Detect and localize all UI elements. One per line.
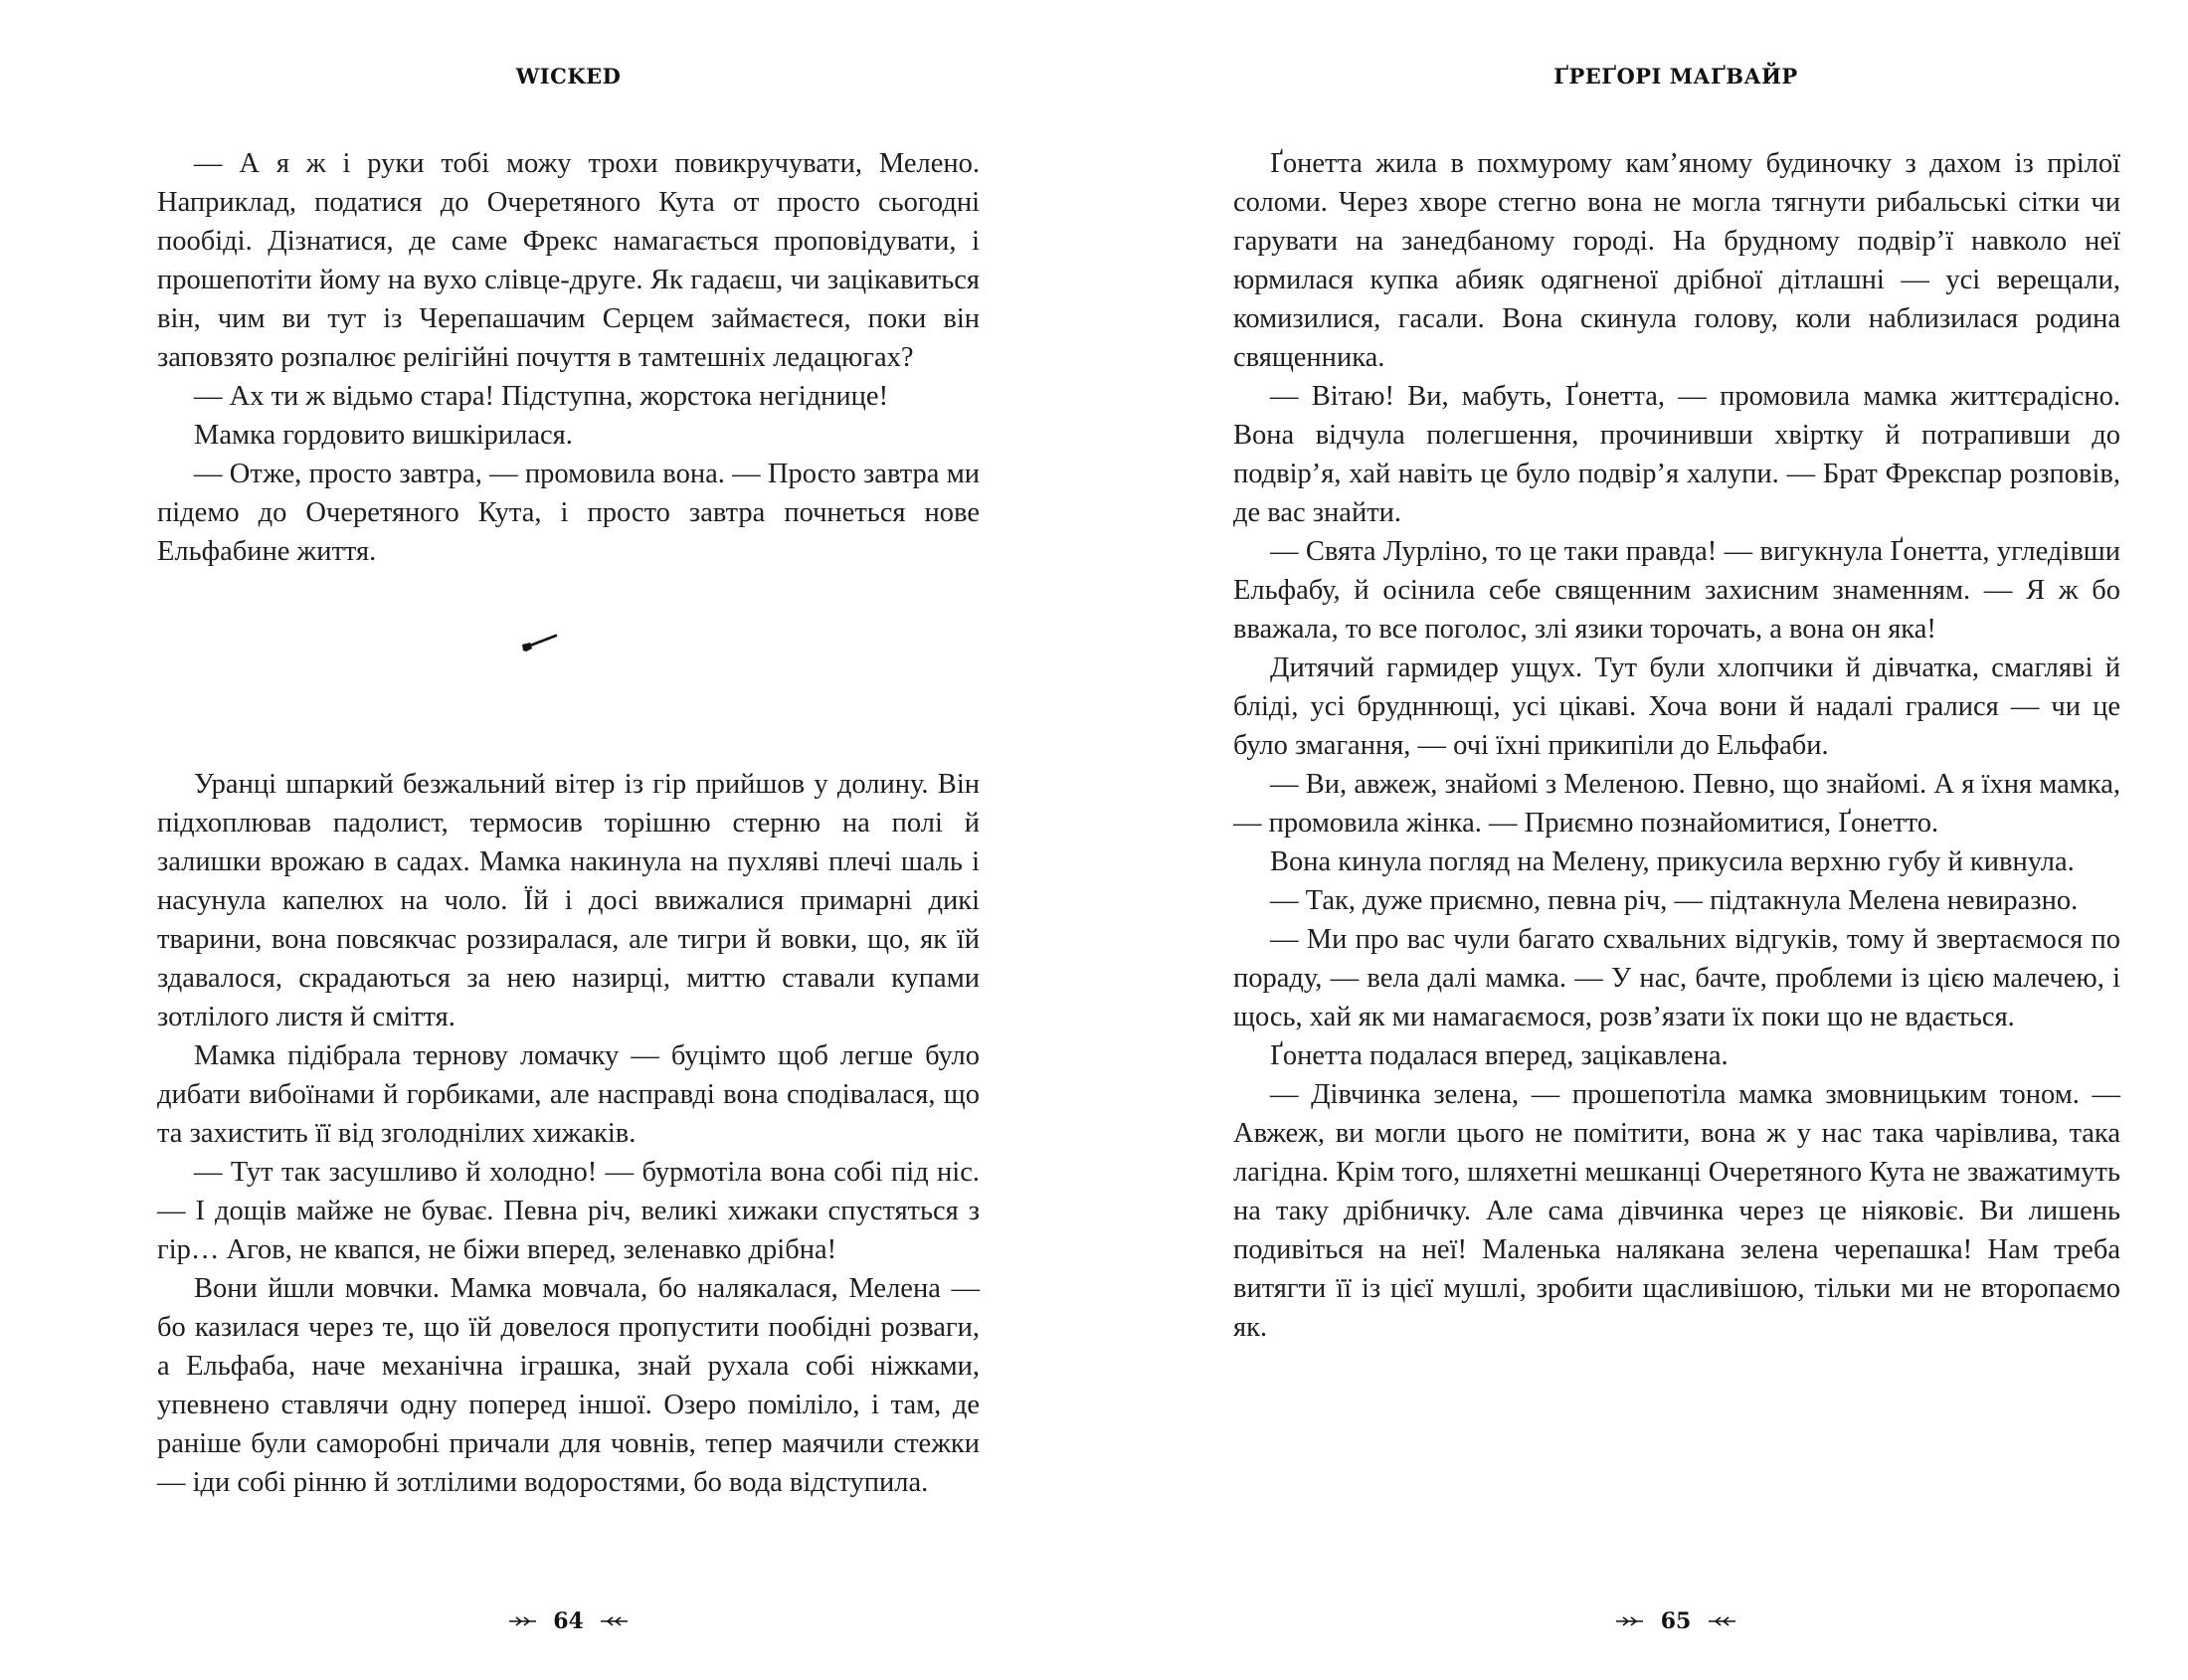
page-number-value: 65 bbox=[1660, 1608, 1692, 1634]
broomstick-icon bbox=[520, 633, 560, 656]
section-break bbox=[157, 571, 980, 765]
paragraph: — Ах ти ж відьмо стара! Підступна, жорстока негіднице! bbox=[194, 381, 889, 412]
paragraph: Ґонетта подалася вперед, зацікавлена. bbox=[1270, 1040, 1729, 1071]
paragraph: — Дівчинка зелена, — прошепотіла мамка змовницьким тоном. — Авжеж, ви могли цього не помітити, вона ж у нас така чарівлива, така лагідна. Крім того, шляхетні мешканці Очеретяного Кута не зважатимуть на таку дрібничку. Але сама дівчинка через це ніяковіє. Ви лишень подивіться на неї! Маленька налякана зелена черепашка! Нам треба витягти її із цієї мушлі, зробити щасливішою, тільки ми не второпаємо як. bbox=[1233, 1079, 2121, 1343]
paragraph: Мамка підібрала тернову ломачку — буцімто щоб легше було дибати вибоїнами й горбиками, але насправді вона сподівалася, що та захистить її від зголоднілих хижаків. bbox=[157, 1040, 980, 1149]
page-number bbox=[1233, 1607, 2118, 1634]
paragraph: — Тут так засушливо й холодно! — бурмотіла вона собі під ніс. — І дощів майже не буває. Певна річ, великі хижаки спустяться з гір… Агов, не квапся, не біжи вперед, зеленавко дрібна! bbox=[157, 1157, 980, 1265]
paragraph: — А я ж і руки тобі можу трохи повикручувати, Мелено. Наприклад, податися до Очеретяного Кута от просто сьогодні пообіді. Дізнатися, де саме Фрекс намагається проповідувати, і прошепотіти йому на вухо слівце-друге. Як гадаєш, чи зацікавиться він, чим ви тут із Черепашачим Серцем займаєтеся, поки він заповзято розпалює релігійні почуття в тамтешніх ледацюгах? bbox=[157, 148, 980, 373]
paragraph: Ґонетта жила в похмурому кам’яному будиночку з дахом із прілої соломи. Через хворе стегно вона не могла тягнути рибальські сітки чи гарувати на занедбаному городі. На брудному подвір’ї навколо неї юрмилася купка абияк одягненої дрібної дітлашні — усі верещали, комизилися, гасали. Вона скинула голову, коли наблизилася родина священника. bbox=[1233, 148, 2120, 373]
paragraph: — Отже, просто завтра, — промовила вона. — Просто завтра ми підемо до Очеретяного Кута, і просто завтра почнеться нове Ельфабине життя. bbox=[157, 459, 980, 567]
paragraph: Вона кинула погляд на Мелену, прикусила верхню губу й кивнула. bbox=[1270, 846, 2075, 877]
paragraph: — Вітаю! Ви, мабуть, Ґонетта, — промовила мамка життєрадісно. Вона відчула полегшення, прочинивши хвіртку й потрапивши до подвір’я, хай навіть це було подвір’я халупи. — Брат Фрекспар розповів, де вас знайти. bbox=[1233, 381, 2120, 528]
paragraph: — Свята Лурліно, то це таки правда! — вигукнула Ґонетта, угледівши Ельфабу, й осінила себе священним захисним знаменням. — Я ж бо вважала, то все поголос, злі язики торочать, а вона он яка! bbox=[1233, 536, 2120, 645]
paragraph: — Так, дуже приємно, певна річ, — підтакнула Мелена невиразно. bbox=[1270, 885, 2079, 916]
page-number bbox=[157, 1607, 980, 1634]
right-page-body bbox=[1233, 144, 2120, 1347]
arrow-fleuron-icon bbox=[599, 1615, 629, 1627]
right-page bbox=[1094, 0, 2188, 1680]
left-page-body bbox=[157, 144, 980, 1502]
arrow-fleuron-icon bbox=[508, 1615, 538, 1627]
paragraph: Вони йшли мовчки. Мамка мовчала, бо налякалася, Мелена — бо казилася через те, що їй довелося пропустити пообідні розваги, а Ельфаба, наче механічна іграшка, знай рухала собі ніжками, упевнено ставлячи одну поперед іншої. Озеро поміліло, і там, де раніше були саморобні причали для човнів, тепер маячили стежки — іди собі рінню й зотлілими водоростями, бо вода відступила. bbox=[157, 1273, 980, 1498]
paragraph: Мамка гордовито вишкірилася. bbox=[194, 420, 573, 451]
arrow-fleuron-icon bbox=[1707, 1615, 1736, 1627]
paragraph: Уранці шпаркий безжальний вітер із гір прийшов у долину. Він підхоплював падолист, термосив торішню стерню на полі й залишки врожаю в садах. Мамка накинула на пухляві плечі шаль і насунула капелюх на чоло. Їй і досі ввижалися примарні дикі тварини, вона повсякчас роззиралася, але тигри й вовки, що, як їй здавалося, скрадаються за нею назирці, миттю ставали купами зотлілого листя й сміття. bbox=[157, 769, 980, 1032]
arrow-fleuron-icon bbox=[1615, 1615, 1645, 1627]
running-head-title: WICKED bbox=[515, 64, 622, 89]
paragraph: — Ми про вас чули багато схвальних відгуків, тому й звертаємося по пораду, — вела далі мамка. — У нас, бачте, проблеми із цією малечею, і щось, хай як ми намагаємося, розв’язати їх поки що не вдається. bbox=[1233, 924, 2120, 1032]
paragraph: — Ви, авжеж, знайомі з Меленою. Певно, що знайомі. А я їхня мамка, — промовила жінка. — Приємно познайомитися, Ґонетто. bbox=[1233, 769, 2120, 839]
running-head-author: ҐРЕҐОРІ МАҐВАЙР bbox=[1553, 64, 1798, 89]
page-number-value: 64 bbox=[553, 1608, 584, 1634]
paragraph: Дитячий гармидер ущух. Тут були хлопчики й дівчатка, смагляві й бліді, усі брудннющі, усі цікаві. Хоча вони й надалі гралися — чи це було змагання, — очі їхні прикипіли до Ельфаби. bbox=[1233, 653, 2120, 761]
